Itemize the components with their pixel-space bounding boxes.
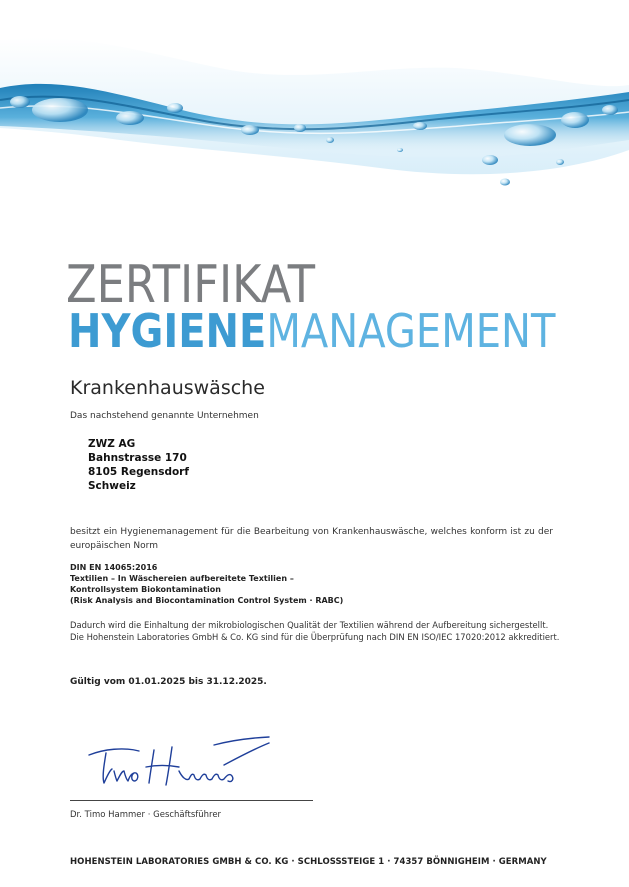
company-country: Schweiz [88,480,136,492]
certificate-title: ZERTIFIKAT [66,255,316,315]
description-line-1: Dadurch wird die Einhaltung der mikrobiologischen Qualität der Textilien während der Aufbereitung sichergestellt. [70,620,549,630]
company-street: Bahnstrasse 170 [88,452,187,464]
company-name: ZWZ AG [88,438,136,450]
norm-line-3: (Risk Analysis and Biocontamination Control System · RABC) [70,596,344,605]
validity-period: Gültig vom 01.01.2025 bis 31.12.2025. [70,677,267,687]
norm-line-1: Textilien – In Wäschereien aufbereitete Textilien – [70,574,294,583]
handwritten-signature [84,735,274,795]
subtitle-part-management: MANAGEMENT [266,304,556,358]
description-line-2: Die Hohenstein Laboratories GmbH & Co. KG sind für die Überprüfung nach DIN EN ISO/IEC 17020:2012 akkreditiert. [70,632,560,642]
footer-address: HOHENSTEIN LABORATORIES GMBH & CO. KG · SCHLOSSSTEIGE 1 · 74357 BÖNNIGHEIM · GERMANY [70,857,547,867]
intro-text: Das nachstehend genannte Unternehmen [70,411,259,421]
subtitle-part-hygiene: HYGIENE [68,304,267,358]
description-block [70,619,559,643]
statement-text: besitzt ein Hygienemanagement für die Bearbeitung von Krankenhauswäsche, welches konform ist zu der europäischen Norm [70,527,553,551]
norm-code: DIN EN 14065:2016 [70,563,158,572]
signature-line [70,800,313,801]
signer-name: Dr. Timo Hammer · Geschäftsführer [70,810,222,820]
company-address [88,437,189,493]
certificate-subtitle [68,304,555,358]
certificate-subject: Krankenhauswäsche [70,377,265,399]
norm-line-2: Kontrollsystem Biokontamination [70,585,221,594]
company-city: 8105 Regensdorf [88,466,189,478]
water-wave-banner [0,0,629,215]
norm-block [70,562,343,606]
